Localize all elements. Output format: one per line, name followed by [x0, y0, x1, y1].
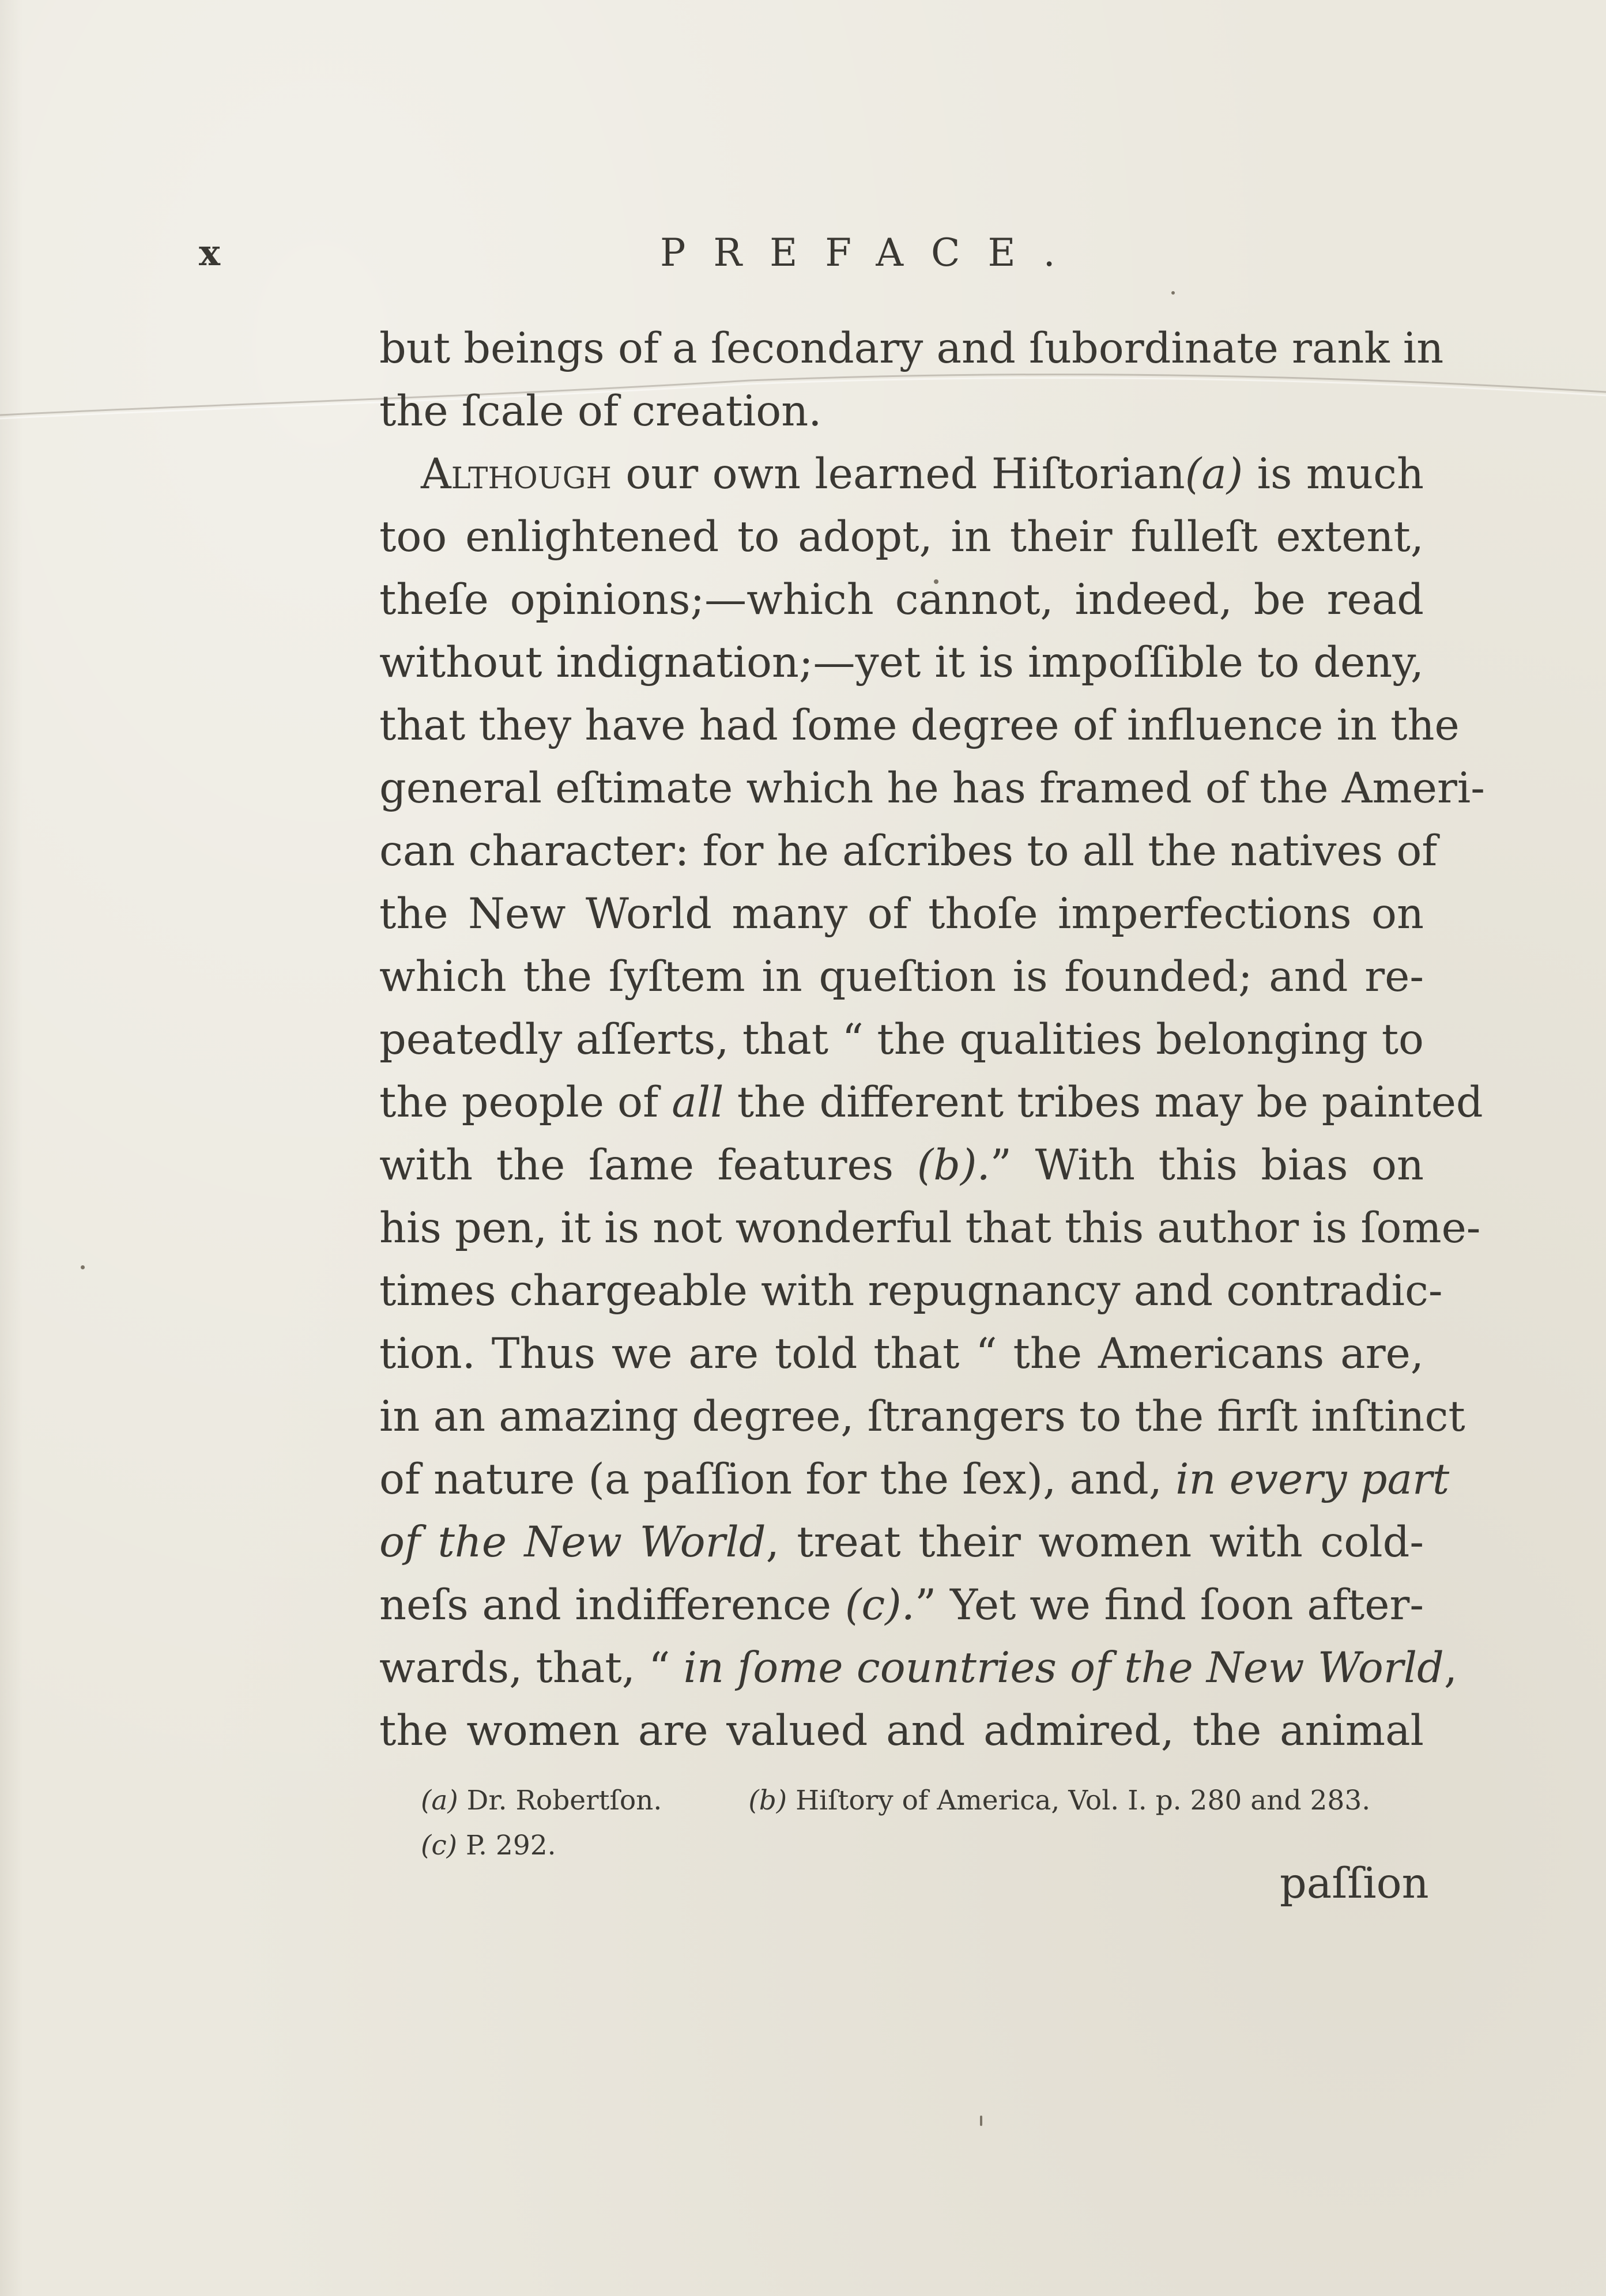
- footnotes: [421, 1778, 1435, 1868]
- running-head: PREFACE.: [660, 231, 1083, 275]
- ink-speck: [81, 1265, 85, 1269]
- text-run: wards, that, “: [379, 1643, 684, 1692]
- footnote-c-text: P. 292.: [457, 1830, 556, 1861]
- text-line: the ſcale of creation.: [379, 387, 822, 436]
- text-line: his pen, it is not wonderful that this author is ſome-: [379, 1204, 1481, 1253]
- ink-speck: [980, 2116, 982, 2126]
- text-run: the people of: [379, 1078, 672, 1127]
- text-line: too enlightened to adopt, in their fulleſt extent,: [379, 512, 1424, 561]
- text-run: is much: [1243, 450, 1424, 499]
- text-line: [379, 1448, 1450, 1511]
- text-line: in an amazing degree, ſtrangers to the firſt inſtinct: [379, 1392, 1465, 1441]
- text-run: our own learned Hiſtorian: [611, 450, 1185, 499]
- text-line: times chargeable with repugnancy and contradic-: [379, 1266, 1443, 1315]
- footnote-mark-c: (c): [421, 1830, 457, 1861]
- text-run: ,: [1443, 1643, 1458, 1692]
- text-run: , treat their women with cold-: [766, 1518, 1424, 1567]
- text-line: the New World many of thoſe imperfections on: [379, 889, 1424, 938]
- italic-phrase: in ſome countries of the New World: [683, 1643, 1444, 1692]
- italic-word: all: [672, 1078, 724, 1127]
- footnote-ref-a: (a): [1185, 450, 1243, 499]
- text-run: neſs and indifference: [379, 1581, 845, 1630]
- footnote-a-text: Dr. Robertſon.: [458, 1785, 662, 1816]
- text-line: [379, 1574, 1424, 1637]
- text-line: theſe opinions;—which cannot, indeed, be read: [379, 575, 1424, 624]
- footnote-row: [421, 1778, 1435, 1823]
- text-line: peatedly aſſerts, that “ the qualities belonging to: [379, 1015, 1424, 1064]
- footnote-ref-b: (b).: [917, 1141, 990, 1190]
- text-run: ” Yet we find ſoon after-: [914, 1581, 1424, 1630]
- text-line: which the ſyſtem in queſtion is founded; and re-: [379, 952, 1424, 1001]
- text-run: the different tribes may be painted: [723, 1078, 1483, 1127]
- catchword: paſſion: [1280, 1859, 1429, 1908]
- footnote-mark-b: (b): [748, 1785, 787, 1816]
- text-line: [379, 443, 1424, 506]
- text-line: that they have had ſome degree of influence in the: [379, 701, 1460, 750]
- text-line: [379, 1071, 1483, 1134]
- text-line: [379, 1637, 1458, 1699]
- text-line: [379, 1134, 1424, 1197]
- footnote-ref-c: (c).: [845, 1581, 915, 1630]
- text-run: ” With this bias on: [990, 1141, 1424, 1190]
- italic-phrase: of the New World: [379, 1518, 766, 1567]
- text-run: with the ſame features: [379, 1141, 917, 1190]
- body-text: [379, 317, 1485, 1762]
- text-line: tion. Thus we are told that “ the Americans are,: [379, 1329, 1424, 1378]
- footnote-b-text: Hiſtory of America, Vol. I. p. 280 and 283.: [787, 1785, 1371, 1816]
- text-run: of nature (a paſſion for the ſex), and,: [379, 1455, 1176, 1504]
- text-line: but beings of a ſecondary and ſubordinate rank in: [379, 324, 1444, 373]
- page-number: x: [199, 232, 220, 274]
- italic-phrase: in every part: [1175, 1455, 1450, 1504]
- text-line: general eſtimate which he has framed of the Ameri-: [379, 764, 1485, 813]
- ink-speck: [1171, 291, 1175, 295]
- footnote-mark-a: (a): [421, 1785, 458, 1816]
- text-line: without indignation;—yet it is impoſſible to deny,: [379, 638, 1424, 687]
- text-line: can character: for he aſcribes to all the natives of: [379, 827, 1438, 876]
- text-line: [379, 1511, 1424, 1574]
- text-line: the women are valued and admired, the animal: [379, 1706, 1424, 1755]
- small-caps-word: Although: [421, 450, 612, 499]
